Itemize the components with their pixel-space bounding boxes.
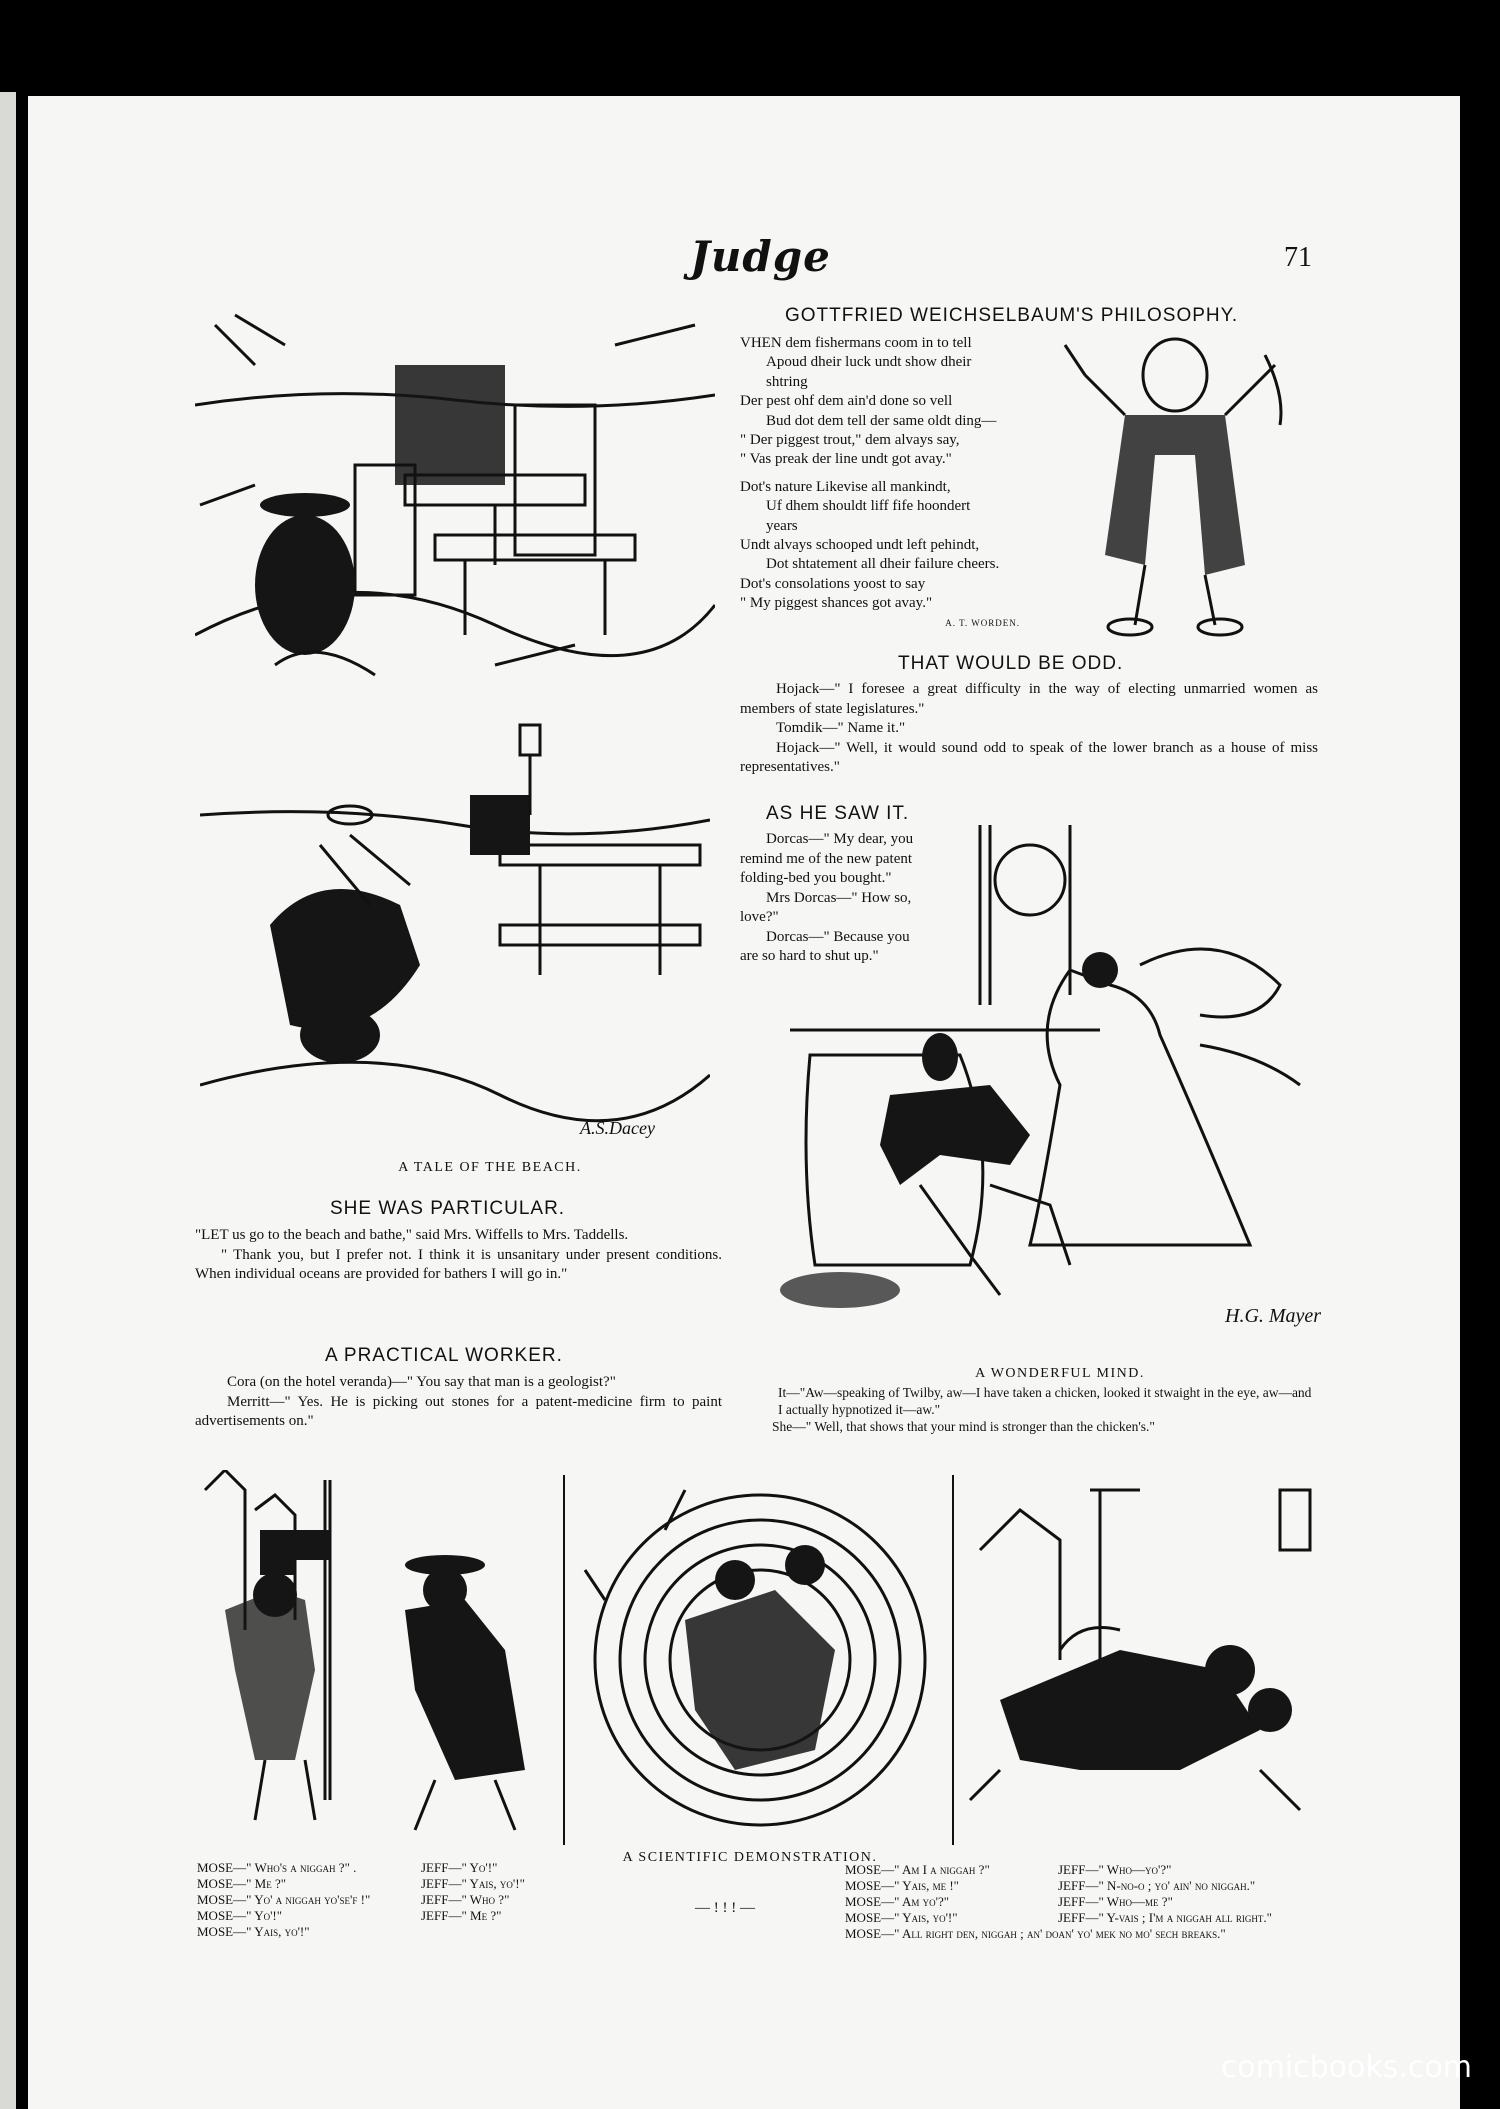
dialogue-line: folding-bed you bought." <box>740 870 892 886</box>
poem-line: VHEN dem fishermans coom in to tell <box>740 335 972 351</box>
scientific-closing: MOSE—" All right den, niggah ; an' doan' yo' mek no mo' sech breaks." <box>845 1926 1226 1941</box>
mose-line: MOSE—" Yais, yo'!" <box>845 1910 958 1925</box>
poem-line: " My piggest shances got avay." <box>740 595 933 612</box>
page-number: 71 <box>1284 242 1312 273</box>
mose-line: MOSE—" Who's a niggah ?" . <box>197 1860 357 1875</box>
beach-illustration-top <box>195 305 715 705</box>
dialogue-line: Dorcas—" Because you <box>766 928 910 945</box>
poem-line: Bud dot dem tell der same oldt ding— <box>766 412 997 429</box>
mose-line: MOSE—" Yais, me !" <box>845 1878 959 1893</box>
poem-line: " Vas preak der line undt got avay." <box>740 451 952 468</box>
dialogue-line: are so hard to shut up." <box>740 948 879 964</box>
panel-divider <box>563 1475 565 1845</box>
dialogue-row <box>845 1878 1325 1894</box>
dialogue-row <box>845 1910 1325 1926</box>
paragraph: It—"Aw—speaking of Twilby, aw—I have taken a chicken, looked it stwaight in the eye, aw—and I actually hypnotized it—aw." <box>778 1385 1312 1417</box>
beach-artist-signature: A.S.Dacey <box>580 1118 655 1138</box>
watermark: comicbooks.com <box>1220 2050 1472 2085</box>
scientific-panel-3 <box>960 1470 1325 1845</box>
poem-line: " Der piggest trout," dem alvays say, <box>740 432 960 449</box>
dialogue-row <box>197 1924 525 1940</box>
scientific-interjection: — ! ! ! — <box>695 1900 755 1916</box>
caption-beach: A TALE OF THE BEACH. <box>398 1160 582 1175</box>
dialogue-row <box>845 1862 1325 1878</box>
wonderful-mind-illustration <box>740 825 1320 1350</box>
jeff-line: JEFF—" Who—yo'?" <box>1058 1862 1172 1877</box>
paragraph: Merritt—" Yes. He is picking out stones for a patent-medicine firm to paint advertisements on." <box>195 1393 722 1429</box>
title-odd: THAT WOULD BE ODD. <box>898 653 1124 674</box>
paragraph: Tomdik—" Name it." <box>776 720 906 736</box>
scientific-dialogue-left <box>197 1860 525 1940</box>
paragraph: "LET us go to the beach and bathe," said Mrs. Wiffells to Mrs. Taddells. <box>195 1227 629 1243</box>
mayer-artist-signature: H.G. Mayer <box>1225 1305 1322 1327</box>
poem-line: Uf dhem shouldt liff fife hoondert <box>766 498 971 515</box>
caption-scientific: A SCIENTIFIC DEMONSTRATION. <box>622 1850 878 1865</box>
paragraph: " Thank you, but I prefer not. I think it is unsanitary under present conditions. When individual oceans are provided for bathers I will go in." <box>195 1246 722 1282</box>
paragraph: She—" Well, that shows that your mind is stronger than the chicken's." <box>772 1419 1155 1434</box>
jeff-line: JEFF—" Me ?" <box>421 1908 502 1923</box>
jeff-line: JEFF—" Yo'!" <box>421 1860 498 1875</box>
panel-divider <box>952 1475 954 1845</box>
paragraph: Hojack—" I foresee a great difficulty in the way of electing unmarried women as members of state legislatures." <box>740 681 1318 717</box>
dialogue-row <box>845 1894 1325 1910</box>
adjacent-page-edge <box>0 92 16 2109</box>
wonderful-mind-dialogue <box>772 1384 1318 1435</box>
dialogue-line: Mrs Dorcas—" How so, <box>766 889 912 906</box>
mose-line: MOSE—" Me ?" <box>197 1876 287 1891</box>
dialogue-row <box>197 1892 525 1908</box>
dialogue-row <box>197 1876 525 1892</box>
dialogue-line: remind me of the new patent <box>740 850 913 867</box>
gottfried-illustration <box>1045 335 1305 645</box>
title-particular: SHE WAS PARTICULAR. <box>330 1198 566 1219</box>
paragraph: Cora (on the hotel veranda)—" You say that man is a geologist?" <box>227 1374 616 1390</box>
dialogue-line: Dorcas—" My dear, you <box>766 831 914 847</box>
poem-line: Der pest ohf dem ain'd done so vell <box>740 393 953 410</box>
poem-line: Dot shtatement all dheir failure cheers. <box>766 556 1000 573</box>
paragraph: Hojack—" Well, it would sound odd to speak of the lower branch as a house of miss representatives." <box>740 739 1318 775</box>
mose-line: MOSE—" Yais, yo'!" <box>197 1924 310 1939</box>
particular-text <box>195 1226 722 1285</box>
mose-line: MOSE—" Yo'!" <box>197 1908 283 1923</box>
title-practical: A PRACTICAL WORKER. <box>325 1345 563 1366</box>
scientific-dialogue-right <box>845 1862 1325 1926</box>
dialogue-row <box>197 1860 525 1876</box>
poem-line: shtring <box>766 373 808 390</box>
dialogue-row <box>197 1908 525 1924</box>
odd-text <box>740 680 1318 778</box>
poem-line: Dot's consolations yoost to say <box>740 575 926 592</box>
poem-line: Apoud dheir luck undt show dheir <box>766 354 972 371</box>
jeff-line: JEFF—" Who ?" <box>421 1892 510 1907</box>
poem-line: Dot's nature Likevise all mankindt, <box>740 478 951 495</box>
poem-line: Undt alvays schooped undt left pehindt, <box>740 537 980 554</box>
jeff-line: JEFF—" N-no-o ; yo' ain' no niggah." <box>1058 1878 1256 1893</box>
mose-line: MOSE—" Am yo'?" <box>845 1894 950 1909</box>
title-gottfried: GOTTFRIED WEICHSELBAUM'S PHILOSOPHY. <box>785 305 1239 326</box>
beach-illustration-bottom <box>200 705 710 1145</box>
title-saw: AS HE SAW IT. <box>766 803 910 824</box>
scientific-panel-1 <box>195 1470 560 1845</box>
mose-line: MOSE—" Am I a niggah ?" <box>845 1862 990 1877</box>
caption-wonderful-mind: A WONDERFUL MIND. <box>975 1366 1145 1381</box>
scientific-panel-2 <box>575 1470 945 1845</box>
jeff-line: JEFF—" Yais, yo'!" <box>421 1876 525 1891</box>
poem-author: A. T. WORDEN. <box>945 617 1020 628</box>
jeff-line: JEFF—" Y-vais ; I'm a niggah all right." <box>1058 1910 1272 1925</box>
masthead: Judge <box>690 232 831 281</box>
gottfried-poem <box>740 334 1040 633</box>
mose-line: MOSE—" Yo' a niggah yo'se'f !" <box>197 1892 371 1907</box>
jeff-line: JEFF—" Who—me ?" <box>1058 1894 1173 1909</box>
dialogue-line: love?" <box>740 909 779 925</box>
poem-line: years <box>766 517 798 534</box>
practical-text <box>195 1373 722 1432</box>
